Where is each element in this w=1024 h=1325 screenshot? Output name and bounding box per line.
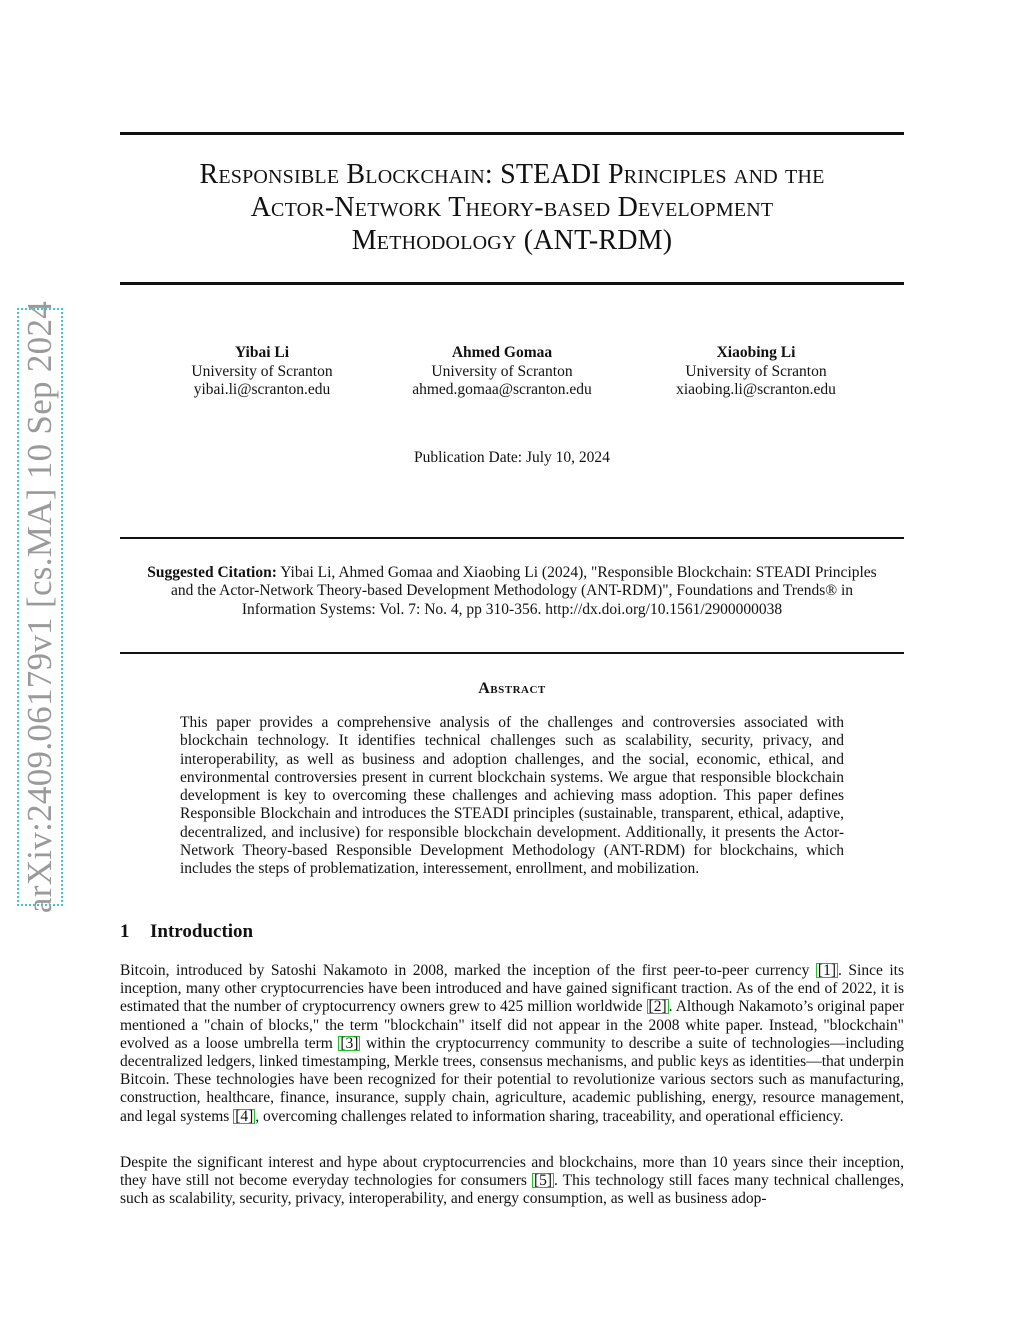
citation-bottom-rule xyxy=(120,652,904,654)
citation-link[interactable]: [1] xyxy=(817,962,836,979)
abstract-text: This paper provides a comprehensive analysis of the challenges and controversies associated with blockchain technology. It identifies technical challenges such as scalability, security, privacy, and interoperability, as well as business and adoption challenges, and the social, economic, ethical, and environmental controversies present in current blockchain systems. We argue that responsible blockchain development is key to overcoming these challenges and achieving mass adoption. This paper defines Responsible Blockchain and introduces the STEADI principles (sustainable, transparent, ethical, adaptive, decentralized, and inclusive) for responsible blockchain development. Additionally, it presents the Actor-Network Theory-based Responsible Development Methodology (ANT-RDM) for blockchains, which includes the steps of problematization, interessement, enrollment, and mobilization. xyxy=(180,714,844,878)
author-1 xyxy=(132,344,392,400)
title-line-1: Responsible Blockchain: STEADI Principles and the xyxy=(199,159,825,190)
author-affiliation: University of Scranton xyxy=(431,362,573,380)
intro-paragraph-2: Despite the significant interest and hype about cryptocurrencies and blockchains, more than 10 years since their inception, they have still not become everyday technologies for consumers [5] . This technology still faces many technical challenges, such as scalability, security, privacy, interoperability, and energy consumption, as well as business adop- xyxy=(120,1154,904,1208)
author-3 xyxy=(626,344,886,400)
arxiv-stamp xyxy=(17,300,63,914)
title-line-3: Methodology (ANT-RDM) xyxy=(351,225,673,256)
author-name: Ahmed Gomaa xyxy=(451,344,553,361)
title-bottom-rule xyxy=(120,282,904,285)
author-email[interactable]: ahmed.gomaa@scranton.edu xyxy=(412,381,592,398)
author-affiliation: University of Scranton xyxy=(685,362,827,380)
title-top-rule xyxy=(120,132,904,135)
arxiv-stamp-text: arXiv:2409.06179v1 [cs.MA] 10 Sep 2024 xyxy=(20,300,59,914)
citation-link[interactable]: [3] xyxy=(340,1034,359,1052)
author-email[interactable]: yibai.li@scranton.edu xyxy=(193,381,331,398)
author-2 xyxy=(372,344,632,400)
citation-text: Yibai Li, Ahmed Gomaa and Xiaobing Li (2024), "Responsible Blockchain: STEADI Principles and the Actor-Network Theory-based Development Methodology (ANT-RDM)", Foundations and Trends® in Information Systems: Vol. 7: No. 4, pp 310-356. http://dx.doi.org/10.1561/2900000038 xyxy=(170,564,877,618)
author-affiliation: University of Scranton xyxy=(191,362,333,380)
abstract-heading: Abstract xyxy=(478,680,546,697)
author-email[interactable]: xiaobing.li@scranton.edu xyxy=(676,381,836,398)
intro-paragraph-1: Bitcoin, introduced by Satoshi Nakamoto in 2008, marked the inception of the first peer-to-peer currency [1] . Since its inception, many other cryptocurrencies have been introduced and have gained significant traction. As of the end of 2022, it is estimated that the number of cryptocurrency owners grew to 425 million worldwide [2] . Although Nakamoto’s original paper mentioned a "chain of blocks," the term "blockchain" itself did not appear in the 2008 white paper. Instead, "blockchain" evolved as a loose umbrella term [3] within the cryptocurrency community to describe a suite of technologies—including decentralized ledgers, linked timestamping, Merkle trees, consensus mechanisms, and public keys as identities—that underpin Bitcoin. These technologies have been recognized for their potential to revolutionize various sectors such as manufacturing, construction, healthcare, finance, insurance, supply chain, agriculture, academic publishing, energy, resource management, and legal systems [4] , overcoming challenges related to information sharing, traceability, and operational efficiency. xyxy=(120,962,904,1125)
citation-link[interactable]: [4] xyxy=(235,1107,254,1125)
title-line-2: Actor-Network Theory-based Development xyxy=(250,192,774,223)
paper-title xyxy=(120,158,904,257)
citation-link[interactable]: [2] xyxy=(648,998,667,1016)
section-heading xyxy=(120,921,253,943)
author-name: Xiaobing Li xyxy=(716,344,796,361)
citation-label: Suggested Citation: xyxy=(147,564,277,581)
author-name: Yibai Li xyxy=(234,344,290,361)
section-title: Introduction xyxy=(150,921,254,942)
citation-link[interactable]: [5] xyxy=(533,1172,553,1190)
suggested-citation xyxy=(146,564,878,619)
publication-date: Publication Date: July 10, 2024 xyxy=(414,449,610,466)
section-number: 1 xyxy=(120,921,130,942)
citation-top-rule xyxy=(120,537,904,539)
